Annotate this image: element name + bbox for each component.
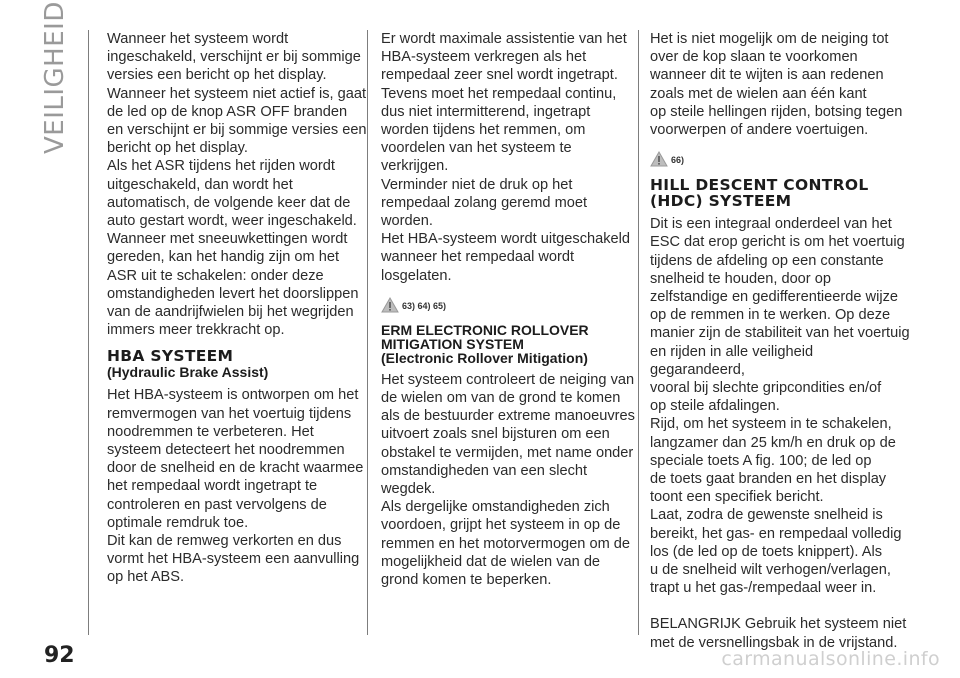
paragraph-hdc: Dit is een integraal onderdeel van het ESC dat erop gericht is om het voertuig tijdens de afdeling op een constante snelheid te houden, door op zelfstandige en gedifferentieerde wijze op de remmen in te werken. Op deze manier zijn de stabiliteit van het voertuig en rijden in alle veiligheid gegarandeerd, vooral bij slechte gripcondities en/of op steile afdalingen. Rijd, om het systeem in te schakelen, langzamer dan 25 km/h en druk op de speciale toets A fig. 100; de led op de toets gaat branden en het display toont een specifiek bericht. Laat, zodra de gewenste snelheid is bereikt, het gas- en rempedaal volledig los (de led op de toets knippert). Als u de snelheid wilt verhogen/verlagen, trapt u het gas-/rempedaal weer in. [650,216,910,597]
paragraph-hba: Het HBA-systeem is ontworpen om het remvermogen van het voertuig tijdens noodremmen te verbeteren. Het systeem detecteert het noodremmen door de snelheid en de kracht waarmee het rempedaal wordt ingetrapt te controleren en past vervolgens de optimale remdruk toe. Dit kan de remweg verkorten en dus vormt het HBA-systeem een aanvulling op het ABS. [107,387,364,586]
paragraph-erm: Het systeem controleert de neiging van de wielen om van de grond te komen als de bestuurder extreme manoeuvres uitvoert zoals snel bijsturen om een obstakel te vermijden, met name onder omstandigheden van een slecht wegdek. Als dergelijke omstandigheden zich voordoen, grijpt het systeem in op de remmen en het motorvermogen om de mogelijkheid dat de wielen van de grond komen te beperken. [381,371,635,589]
column-3 [650,30,910,652]
subheading-hba: (Hydraulic Brake Assist) [107,364,269,381]
heading-hba: HBA SYSTEEM [107,347,234,366]
paragraph-hba-cont: Er wordt maximale assistentie van het HBA-systeem verkregen als het rempedaal zeer snel wordt ingetrapt. Tevens moet het rempedaal continu, dus niet intermitterend, ingetrapt worden tijdens het remmen, om voordelen van het systeem te verkrijgen. Verminder niet de druk op het rempedaal zolang geremd moet worden. Het HBA-systeem wordt uitgeschakeld wanneer het rempedaal wordt losgelaten. [381,31,631,284]
warning-triangle-icon [650,151,668,167]
column-divider [367,30,368,635]
warning-triangle-icon [381,297,399,313]
column-divider [88,30,89,635]
warning-reference [650,147,910,167]
section-title: VEILIGHEID [40,1,70,154]
page-number: 92 [44,643,75,668]
paragraph-asr: Wanneer het systeem wordt ingeschakeld, verschijnt er bij sommige versies een bericht op het display. Wanneer het systeem niet actief is, gaat de led op de knop ASR OFF branden en verschijnt er bij sommige versies een bericht op het display. Als het ASR tijdens het rijden wordt uitgeschakeld, dan wordt het automatisch, de volgende keer dat de auto gestart wordt, weer ingeschakeld. Wanneer met sneeuwkettingen wordt gereden, kan het handig zijn om het ASR uit te schakelen: onder deze omstandigheden levert het doorslippen van de aandrijfwielen bij het wegrijden immers meer trekkracht op. [107,31,367,339]
column-2 [381,30,641,589]
column-1 [107,30,367,587]
heading-hdc: HILL DESCENT CONTROL (HDC) SYSTEEM [650,176,869,211]
warning-refs-label: 63) 64) 65) [402,300,447,311]
warning-refs-label: 66) [671,155,685,166]
paragraph-erm-cont: Het is niet mogelijk om de neiging tot over de kop slaan te voorkomen wanneer dit te wijten is aan redenen zoals met de wielen aan één kant op steile hellingen rijden, botsing tegen voorwerpen of andere voertuigen. [650,31,903,139]
paragraph-important: BELANGRIJK Gebruik het systeem niet met de versnellingsbak in de vrijstand. [650,616,907,651]
warning-reference [381,293,641,313]
watermark: carmanualsonline.info [721,648,940,670]
heading-erm: ERM ELECTRONIC ROLLOVER MITIGATION SYSTEM (Electronic Rollover Mitigation) [381,321,589,366]
